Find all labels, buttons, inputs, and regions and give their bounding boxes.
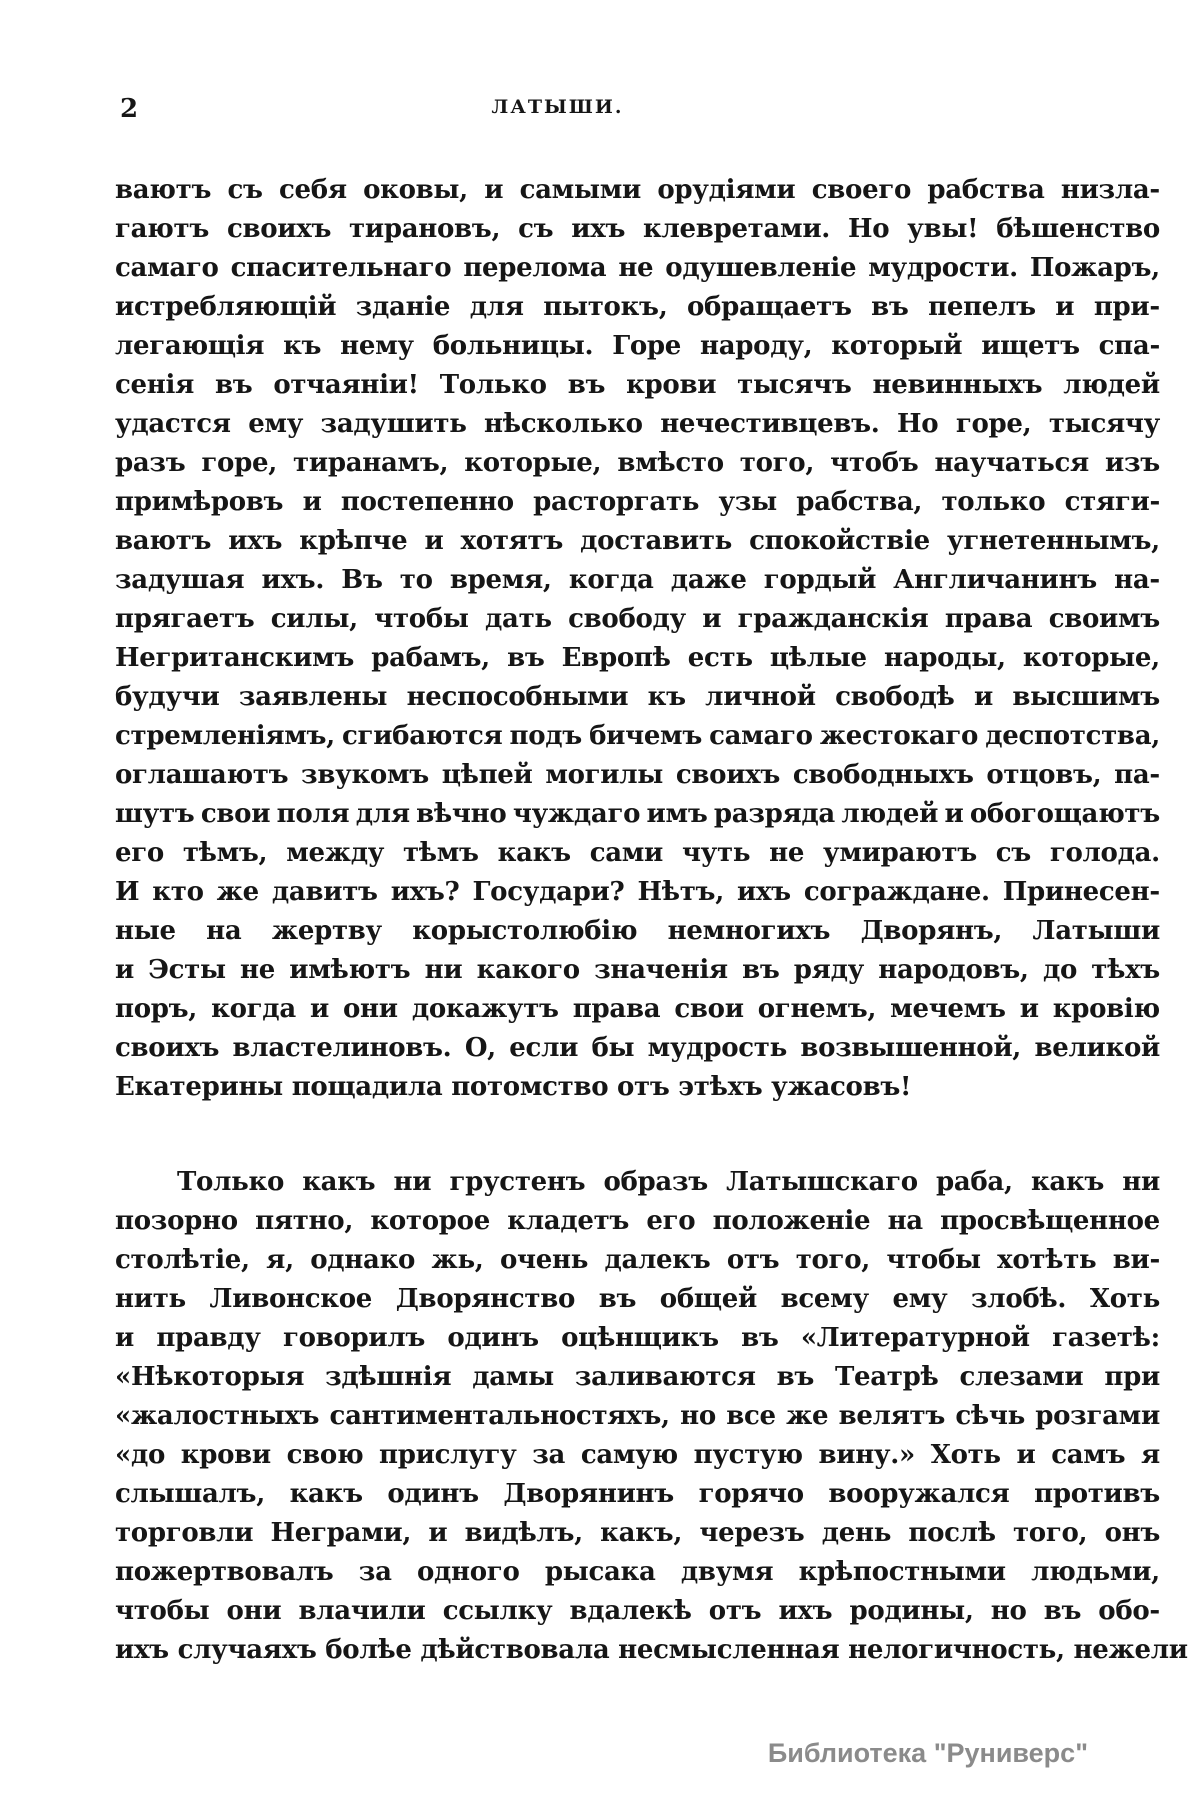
text-line: поръ, когда и они докажутъ права свои огнемъ, мечемъ и кровію [115,994,1160,1024]
text-line: чтобы они влачили ссылку вдалекѣ отъ ихъ родины, но въ обо- [115,1596,1160,1626]
text-line: его тѣмъ, между тѣмъ какъ сами чуть не умираютъ съ голода. [115,838,1160,868]
text-line: «до крови свою прислугу за самую пустую вину.» Хоть и самъ я [115,1440,1160,1470]
text-line: прягаетъ силы, чтобы дать свободу и гражданскія права своимъ [115,604,1160,634]
text-line: ихъ случаяхъ болѣе дѣйствовала несмысленная нелогичность, нежели [115,1635,1188,1665]
text-line: ные на жертву корыстолюбію немногихъ Дворянъ, Латыши [115,916,1160,946]
text-line: позорно пятно, которое кладетъ его положеніе на просвѣщенное [115,1206,1160,1236]
text-line: гаютъ своихъ тирановъ, съ ихъ клевретами. Но увы! бѣшенство [115,214,1160,244]
text-line: столѣтіе, я, однако жь, очень далекъ отъ того, чтобы хотѣть ви- [115,1245,1160,1275]
text-line: и Эсты не имѣютъ ни какого значенія въ ряду народовъ, до тѣхъ [115,955,1160,985]
text-line: торговли Неграми, и видѣлъ, какъ, черезъ день послѣ того, онъ [115,1518,1160,1548]
paragraph-1 [115,171,1160,1107]
text-line: задушая ихъ. Въ то время, когда даже гордый Англичанинъ на- [115,565,1160,595]
text-line: оглашаютъ звукомъ цѣпей могилы своихъ свободныхъ отцовъ, па- [115,760,1160,790]
text-line: стремленіямъ, сгибаются подъ бичемъ самаго жестокаго деспотства, [115,721,1160,751]
text-line: разъ горе, тиранамъ, которые, вмѣсто того, чтобъ научаться изъ [115,448,1160,478]
running-title: ЛАТЫШИ. [491,96,624,118]
paragraph-2 [115,1163,1188,1670]
text-line: И кто же давитъ ихъ? Государи? Нѣтъ, ихъ сограждане. Принесен- [115,877,1160,907]
text-line: шутъ свои поля для вѣчно чуждаго имъ разряда людей и обогощаютъ [115,799,1160,829]
text-line: «Нѣкоторыя здѣшнія дамы заливаются въ Театрѣ слезами при [115,1362,1160,1392]
text-line: Негританскимъ рабамъ, въ Европѣ есть цѣлые народы, которые, [115,643,1160,673]
text-line: Только какъ ни грустенъ образъ Латышскаго раба, какъ ни [177,1167,1160,1197]
text-line: сенія въ отчаяніи! Только въ крови тысячъ невинныхъ людей [115,370,1160,400]
text-line: нить Ливонское Дворянство въ общей всему ему злобѣ. Хоть [115,1284,1160,1314]
text-line: пожертвовалъ за одного рысака двумя крѣпостными людьми, [115,1557,1160,1587]
text-line: самаго спасительнаго перелома не одушевленіе мудрости. Пожаръ, [115,253,1160,283]
text-line: легающія къ нему больницы. Горе народу, который ищетъ спа- [115,331,1160,361]
text-line: «жалостныхъ сантиментальностяхъ, но все же велятъ сѣчь розгами [115,1401,1160,1431]
text-line: ваютъ ихъ крѣпче и хотятъ доставить спокойствіе угнетеннымъ, [115,526,1160,556]
text-line: будучи заявлены неспособными къ личной свободѣ и высшимъ [115,682,1160,712]
text-block [115,171,1188,1670]
watermark-library-runivers: Библиотека "Руниверс" [767,1738,1088,1768]
text-line: и правду говорилъ одинъ оцѣнщикъ въ «Литературной газетѣ: [115,1323,1160,1353]
text-line: удастся ему задушить нѣсколько нечестивцевъ. Но горе, тысячу [115,409,1160,439]
text-line: ваютъ съ себя оковы, и самыми орудіями своего рабства низла- [115,175,1160,205]
text-line: Екатерины пощадила потомство отъ этѣхъ ужасовъ! [115,1072,912,1102]
text-line: своихъ властелиновъ. О, если бы мудрость возвышенной, великой [115,1033,1160,1063]
page-header [0,94,1115,124]
text-line: примѣровъ и постепенно расторгать узы рабства, только стяги- [115,487,1160,517]
text-line: истребляющій зданіе для пытокъ, обращаетъ въ пепелъ и при- [115,292,1160,322]
page-number: 2 [120,94,139,124]
text-line: слышалъ, какъ одинъ Дворянинъ горячо вооружался противъ [115,1479,1160,1509]
